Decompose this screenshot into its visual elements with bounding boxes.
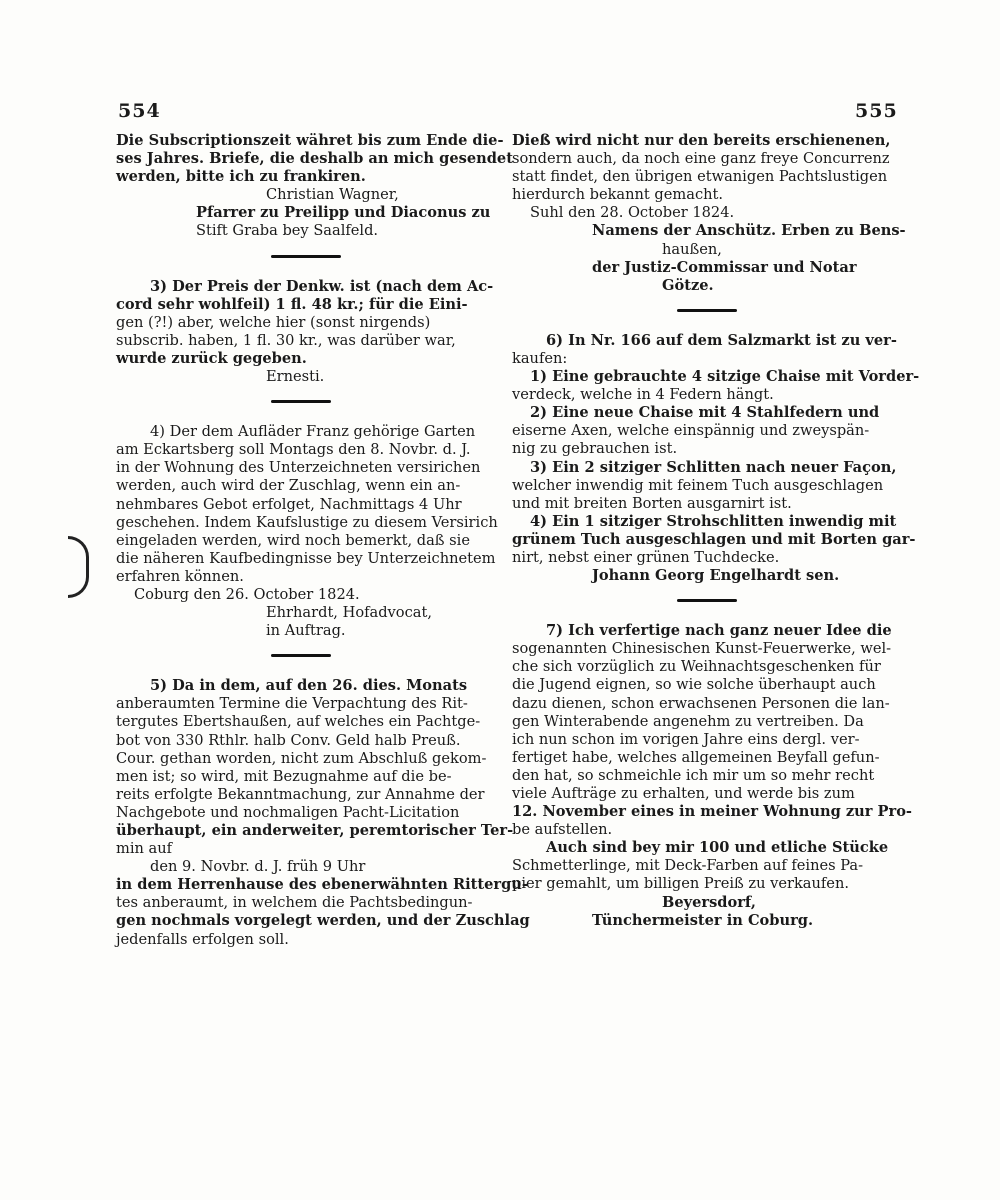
text-line: Suhl den 28. October 1824. [530, 204, 735, 222]
text-line: jedenfalls erfolgen soll. [116, 930, 289, 948]
text-line: viele Aufträge zu erhalten, und werde bis zum [512, 785, 855, 802]
text-line: Ehrhardt, Hofadvocat, [266, 604, 432, 622]
text-line: Johann Georg Engelhardt sen. [592, 567, 840, 585]
text-line: bot von 330 Rthlr. halb Conv. Geld halb Preuß. [116, 731, 461, 749]
text-line: min auf [116, 840, 173, 858]
text-line: 4) Der dem Aufläder Franz gehörige Garten [150, 423, 476, 441]
text-line: gen nochmals vorgelegt werden, und der Zuschlag [116, 912, 530, 930]
text-line: sogenannten Chinesischen Kunst-Feuerwerke, wel- [512, 640, 892, 658]
text-line: den hat, so schmeichle ich mir um so mehr recht [512, 766, 875, 784]
text-line: Stift Graba bey Saalfeld. [196, 222, 379, 240]
text-line: Pfarrer zu Preilipp und Diaconus zu [196, 204, 491, 222]
section-separator [677, 599, 737, 602]
text-line: anberaumten Termine die Verpachtung des Rit- [116, 695, 468, 713]
section-separator [677, 309, 737, 312]
text-line: nehmbares Gebot erfolget, Nachmittags 4 Uhr [116, 495, 462, 513]
text-line: erfahren können. [116, 567, 244, 585]
text-line: Tünchermeister in Coburg. [592, 911, 814, 929]
text-line: Schmetterlinge, mit Deck-Farben auf feines Pa- [512, 857, 864, 875]
text-line: 3) Ein 2 sitziger Schlitten nach neuer Façon, [530, 458, 897, 476]
page-number-left: 554 [118, 100, 161, 122]
text-line: Christian Wagner, [266, 186, 399, 204]
text-line: werden, bitte ich zu frankiren. [116, 168, 366, 186]
text-line: die Jugend eignen, so wie solche überhaupt auch [512, 676, 876, 694]
text-line: Auch sind bey mir 100 und etliche Stücke [546, 839, 889, 857]
text-line: gen Winterabende angenehm zu vertreiben. Da [512, 712, 864, 730]
text-line: ich nun schon im vorigen Jahre eins dergl. ver- [512, 730, 860, 748]
text-line: der Justiz-Commissar und Notar [592, 258, 857, 276]
text-line: 7) Ich verfertige nach ganz neuer Idee die [546, 622, 892, 640]
text-line: 6) In Nr. 166 auf dem Salzmarkt ist zu ver- [546, 331, 897, 349]
text-line: verdeck, welche in 4 Federn hängt. [512, 386, 774, 404]
text-line: eiserne Axen, welche einspännig und zweyspän- [512, 422, 870, 440]
text-line: dazu dienen, schon erwachsenen Personen die lan- [512, 694, 890, 712]
text-line: am Eckartsberg soll Montags den 8. Novbr. d. J. [116, 441, 471, 459]
text-line: statt findet, den übrigen etwanigen Pachtslustigen [512, 168, 888, 186]
text-line: cord sehr wohlfeil) 1 fl. 48 kr.; für die Eini- [116, 295, 468, 313]
text-line: hierdurch bekannt gemacht. [512, 186, 724, 204]
text-line: welcher inwendig mit feinem Tuch ausgeschlagen [512, 476, 884, 494]
text-line: che sich vorzüglich zu Weihnachtsgeschenken für [512, 658, 881, 676]
text-line: tes anberaumt, in welchem die Pachtsbedingun- [116, 894, 473, 912]
text-line: gen (?!) aber, welche hier (sonst nirgends) [116, 313, 431, 331]
text-line: 4) Ein 1 sitziger Strohschlitten inwendig mit [530, 512, 897, 530]
text-line: sondern auch, da noch eine ganz freye Concurrenz [512, 150, 890, 168]
text-line: und mit breiten Borten ausgarnirt ist. [512, 494, 792, 512]
text-line: ses Jahres. Briefe, die deshalb an mich gesendet [116, 150, 513, 168]
text-line: Namens der Anschütz. Erben zu Bens- [592, 222, 906, 240]
text-line: Die Subscriptionszeit währet bis zum Ende die- [116, 132, 504, 149]
text-line: nig zu gebrauchen ist. [512, 440, 678, 458]
text-line: grünem Tuch ausgeschlagen und mit Borten gar- [512, 530, 916, 548]
margin-bracket-mark [68, 536, 89, 598]
text-line: die näheren Kaufbedingnisse bey Unterzeichnetem [116, 549, 496, 567]
text-line: Coburg den 26. October 1824. [134, 585, 360, 603]
text-line: in Auftrag. [266, 622, 346, 640]
text-line: werden, auch wird der Zuschlag, wenn ein an- [116, 477, 461, 495]
text-line: nirt, nebst einer grünen Tuchdecke. [512, 548, 780, 566]
text-line: in dem Herrenhause des ebenerwähnten Rittergu- [116, 876, 528, 894]
text-line: 3) Der Preis der Denkw. ist (nach dem Ac- [150, 277, 494, 295]
text-line: 1) Eine gebrauchte 4 sitzige Chaise mit Vorder- [530, 368, 920, 386]
text-line: 5) Da in dem, auf den 26. dies. Monats [150, 677, 468, 695]
text-line: überhaupt, ein anderweiter, peremtorischer Ter- [116, 822, 514, 839]
text-line: be aufstellen. [512, 821, 613, 839]
text-line: eingeladen werden, wird noch bemerkt, daß sie [116, 531, 470, 549]
text-line: Cour. gethan worden, nicht zum Abschluß gekom- [116, 749, 487, 767]
text-line: tergutes Ebertshaußen, auf welches ein Pachtge- [116, 713, 481, 731]
text-line: haußen, [662, 240, 722, 258]
text-line: Dieß wird nicht nur den bereits erschienenen, [512, 132, 891, 149]
section-separator [271, 255, 341, 258]
section-separator [271, 400, 331, 403]
text-line: 2) Eine neue Chaise mit 4 Stahlfedern und [530, 404, 880, 422]
text-line: wurde zurück gegeben. [116, 349, 307, 367]
left-column [116, 132, 530, 949]
text-line: fertiget habe, welches allgemeinen Beyfall gefun- [512, 748, 880, 766]
text-line: den 9. Novbr. d. J. früh 9 Uhr [150, 858, 366, 876]
text-line: pier gemahlt, um billigen Preiß zu verkaufen. [512, 875, 849, 893]
text-line: in der Wohnung des Unterzeichneten versirichen [116, 459, 481, 477]
text-line: men ist; so wird, mit Bezugnahme auf die be- [116, 767, 452, 785]
text-line: subscrib. haben, 1 fl. 30 kr., was darüber war, [116, 331, 456, 349]
page-number-right: 555 [855, 100, 898, 122]
text-line: Ernesti. [266, 368, 325, 386]
right-column [512, 132, 920, 930]
text-line: 12. November eines in meiner Wohnung zur Pro- [512, 803, 912, 821]
text-line: Nachgebote und nochmaligen Pacht-Licitation [116, 803, 460, 821]
section-separator [271, 654, 331, 657]
text-line: kaufen: [512, 349, 568, 367]
text-line: reits erfolgte Bekanntmachung, zur Annahme der [116, 785, 485, 803]
text-line: Götze. [662, 276, 714, 294]
text-line: Beyersdorf, [662, 893, 756, 911]
text-line: geschehen. Indem Kaufslustige zu diesem Versirich [116, 513, 498, 531]
